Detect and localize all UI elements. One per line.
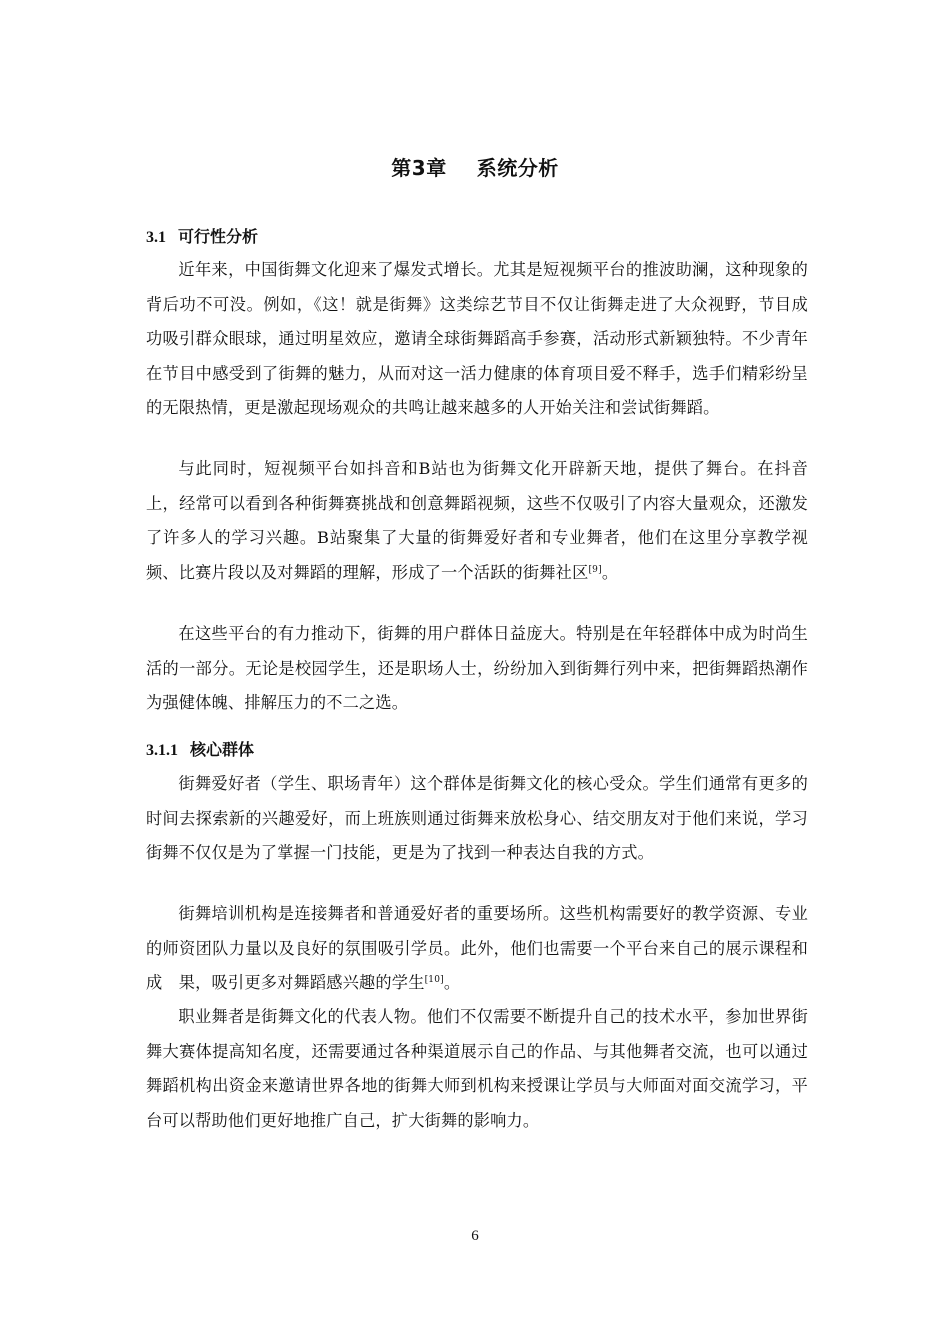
section-number: 3.1.1 bbox=[146, 742, 178, 759]
paragraph-text: 在这些平台的有力推动下，街舞的用户群体日益庞大。特别是在年轻群体中成为时尚生活的一部分。无论是校园学生，还是职场人士，纷纷加入到街舞行列中来，把街舞蹈热潮作为强健体魄、排解压力的不二之选。 bbox=[146, 624, 808, 713]
paragraph-text: 街舞爱好者（学生、职场青年）这个群体是街舞文化的核心受众。学生们通常有更多的时间去探索新的兴趣爱好，而上班族则通过街舞来放松身心、结交朋友对于他们来说，学习街舞不仅仅是为了掌握一门技能，更是为了找到一种表达自我的方式。 bbox=[146, 774, 808, 863]
citation: [9] bbox=[588, 564, 602, 575]
paragraph-text: 与此同时，短视频平台如抖音和B站也为街舞文化开辟新天地，提供了舞台。在抖音上，经常可以看到各种街舞赛挑战和创意舞蹈视频，这些不仅吸引了内容大量观众，还激发了许多人的学习兴趣。B站聚集了大量的街舞爱好者和专业舞者，他们在这里分享教学视频、比赛片段以及对舞蹈的理解，形成了一个活跃的街舞社区 bbox=[146, 459, 808, 582]
paragraph-3-1-1-1 bbox=[146, 767, 808, 871]
chapter-number: 第3章 bbox=[391, 156, 447, 180]
paragraph-text: 近年来，中国街舞文化迎来了爆发式增长。尤其是短视频平台的推波助澜，这种现象的背后功不可没。例如，《这！就是街舞》这类综艺节目不仅让街舞走进了大众视野，节目成功吸引群众眼球，通过明星效应，邀请全球街舞蹈高手参赛，活动形式新颖独特。不少青年在节目中感受到了街舞的魅力，从而对这一活力健康的体育项目爱不释手，选手们精彩纷呈的无限热情，更是激起现场观众的共鸣让越来越多的人开始关注和尝试街舞蹈。 bbox=[146, 260, 808, 418]
chapter-title bbox=[0, 152, 950, 181]
section-heading-3-1 bbox=[146, 224, 258, 247]
paragraph-text: 街舞培训机构是连接舞者和普通爱好者的重要场所。这些机构需要好的教学资源、专业的师资团队力量以及良好的氛围吸引学员。此外，他们也需要一个平台来自己的展示课程和成 果，吸引更多对舞蹈感兴趣的学生 bbox=[146, 904, 808, 993]
paragraph-3-1-1-3 bbox=[146, 1000, 808, 1138]
section-number: 3.1 bbox=[146, 229, 166, 246]
paragraph-text: 职业舞者是街舞文化的代表人物。他们不仅需要不断提升自己的技术水平，参加世界街舞大赛体提高知名度，还需要通过各种渠道展示自己的作品、与其他舞者交流，也可以通过舞蹈机构出资金来邀请世界各地的街舞大师到机构来授课让学员与大师面对面交流学习，平台可以帮助他们更好地推广自己，扩大街舞的影响力。 bbox=[146, 1007, 808, 1130]
section-heading-3-1-1 bbox=[146, 737, 254, 760]
paragraph-3-1-1 bbox=[146, 253, 808, 426]
section-title: 可行性分析 bbox=[178, 227, 259, 246]
citation: [10] bbox=[424, 975, 444, 986]
paragraph-3-1-1-2 bbox=[146, 897, 808, 1001]
section-title: 核心群体 bbox=[190, 740, 255, 759]
page-number: 6 bbox=[471, 1228, 479, 1244]
paragraph-3-1-3 bbox=[146, 617, 808, 721]
paragraph-3-1-2 bbox=[146, 452, 808, 590]
chapter-name: 系统分析 bbox=[476, 156, 559, 180]
paragraph-end: 。 bbox=[443, 973, 461, 993]
paragraph-end: 。 bbox=[601, 562, 619, 582]
